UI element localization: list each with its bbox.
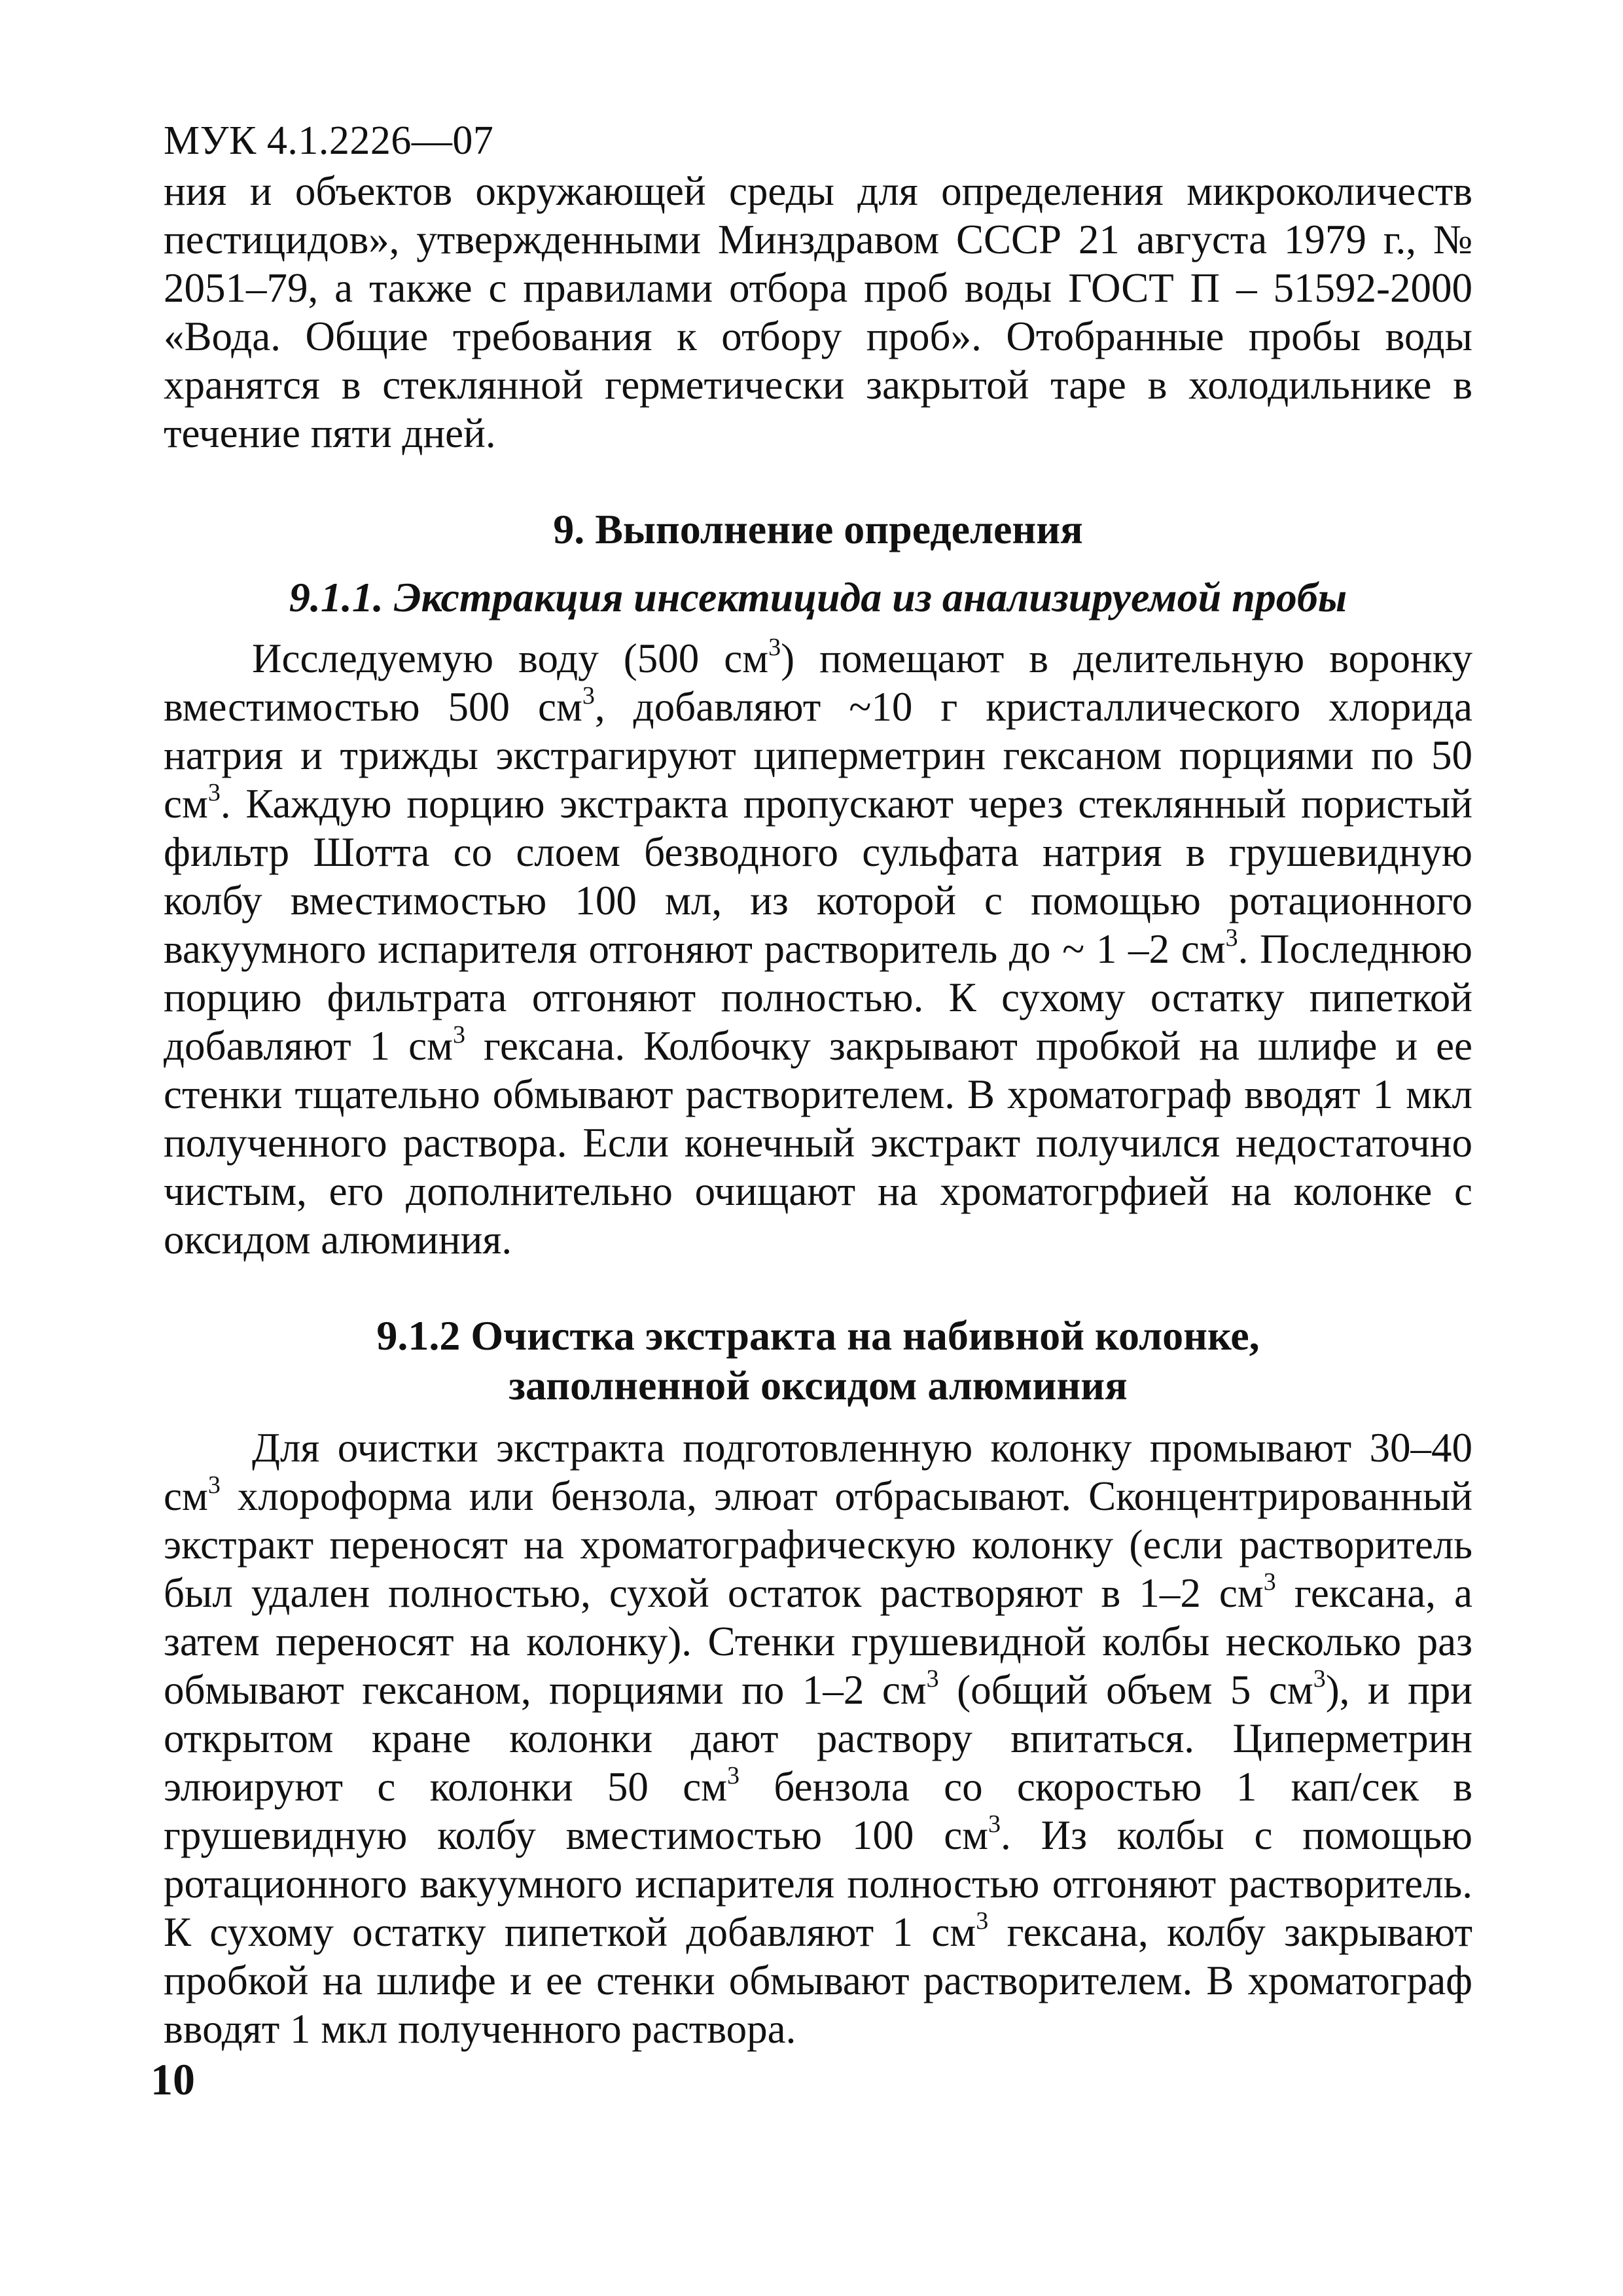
document-code: МУК 4.1.2226—07 — [164, 118, 494, 163]
subsection-9-1-2-heading-line-2: заполненной оксидом алюминия — [508, 1362, 1128, 1408]
page-number: 10 — [151, 2054, 195, 2104]
section-9-heading: 9. Выполнение определения — [553, 506, 1083, 552]
extraction-paragraph: Исследуемую воду (500 $см^3$) помещают в делительную воронку вместимостью 500 $см^3$, добавляют ~10 г кристаллического хлорида натрия и трижды экстрагируют циперметрин гексаном порциями по 50 $см^3$. Каждую порцию экстракта пропускают через стеклянный пористый фильтр Шотта со слоем безводного сульфата натрия в грушевидную колбу вместимостью 100 мл, из которой с помощью ротационного вакуумного испарителя отгоняют растворитель до ~ 1 –2 $см^3$. Последнюю порцию фильтрата отгоняют полностью. К сухому остатку пипеткой добавляют 1 $см^3$ гексана. Колбочку закрывают пробкой на шлифе и ее стенки тщательно обмывают растворителем. В хроматограф вводят 1 мкл полученного раствора. Если конечный экстракт получился недостаточно чистым, его дополнительно очищают на хроматогрфией на колонке с оксидом алюминия. — [164, 634, 1473, 1263]
intro-paragraph: ния и объектов окружающей среды для определения микроколичеств пестицидов», утвержденными Минздравом СССР 21 августа 1979 г., № 2051–79, а также с правилами отбора проб воды ГОСТ П – 51592-2000 «Вода. Общие требования к отбору проб». Отобранные пробы воды хранятся в стеклянной герметически закрытой таре в холодильнике в течение пяти дней. — [164, 168, 1472, 456]
subsection-9-1-2-heading-line-1: 9.1.2 Очистка экстракта на набивной колонке, — [376, 1312, 1260, 1359]
cleanup-paragraph: Для очистки экстракта подготовленную колонку промывают 30–40 $см^3$ хлороформа или бензола, элюат отбрасывают. Сконцентрированный экстракт переносят на хроматографическую колонку (если растворитель был удален полностью, сухой остаток растворяют в 1–2 $см^3$ гексана, а затем переносят на колонку). Стенки грушевидной колбы несколько раз обмывают гексаном, порциями по 1–2 $см^3$ (общий объем 5 $см^3$), и при открытом кране колонки дают раствору впитаться. Циперметрин элюируют с колонки 50 $см^3$ бензола со скоростью 1 кап/сек в грушевидную колбу вместимостью 100 $см^3$. Из колбы с помощью ротационного вакуумного испарителя полностью отгоняют растворитель. К сухому остатку пипеткой добавляют 1 $см^3$ гексана, колбу закрывают пробкой на шлифе и ее стенки обмывают растворителем. В хроматограф вводят 1 мкл полученного раствора. — [164, 1425, 1473, 2052]
page-content — [164, 115, 1472, 2053]
subsection-9-1-1-heading: 9.1.1. Экстракция инсектицида из анализируемой пробы — [289, 574, 1347, 620]
